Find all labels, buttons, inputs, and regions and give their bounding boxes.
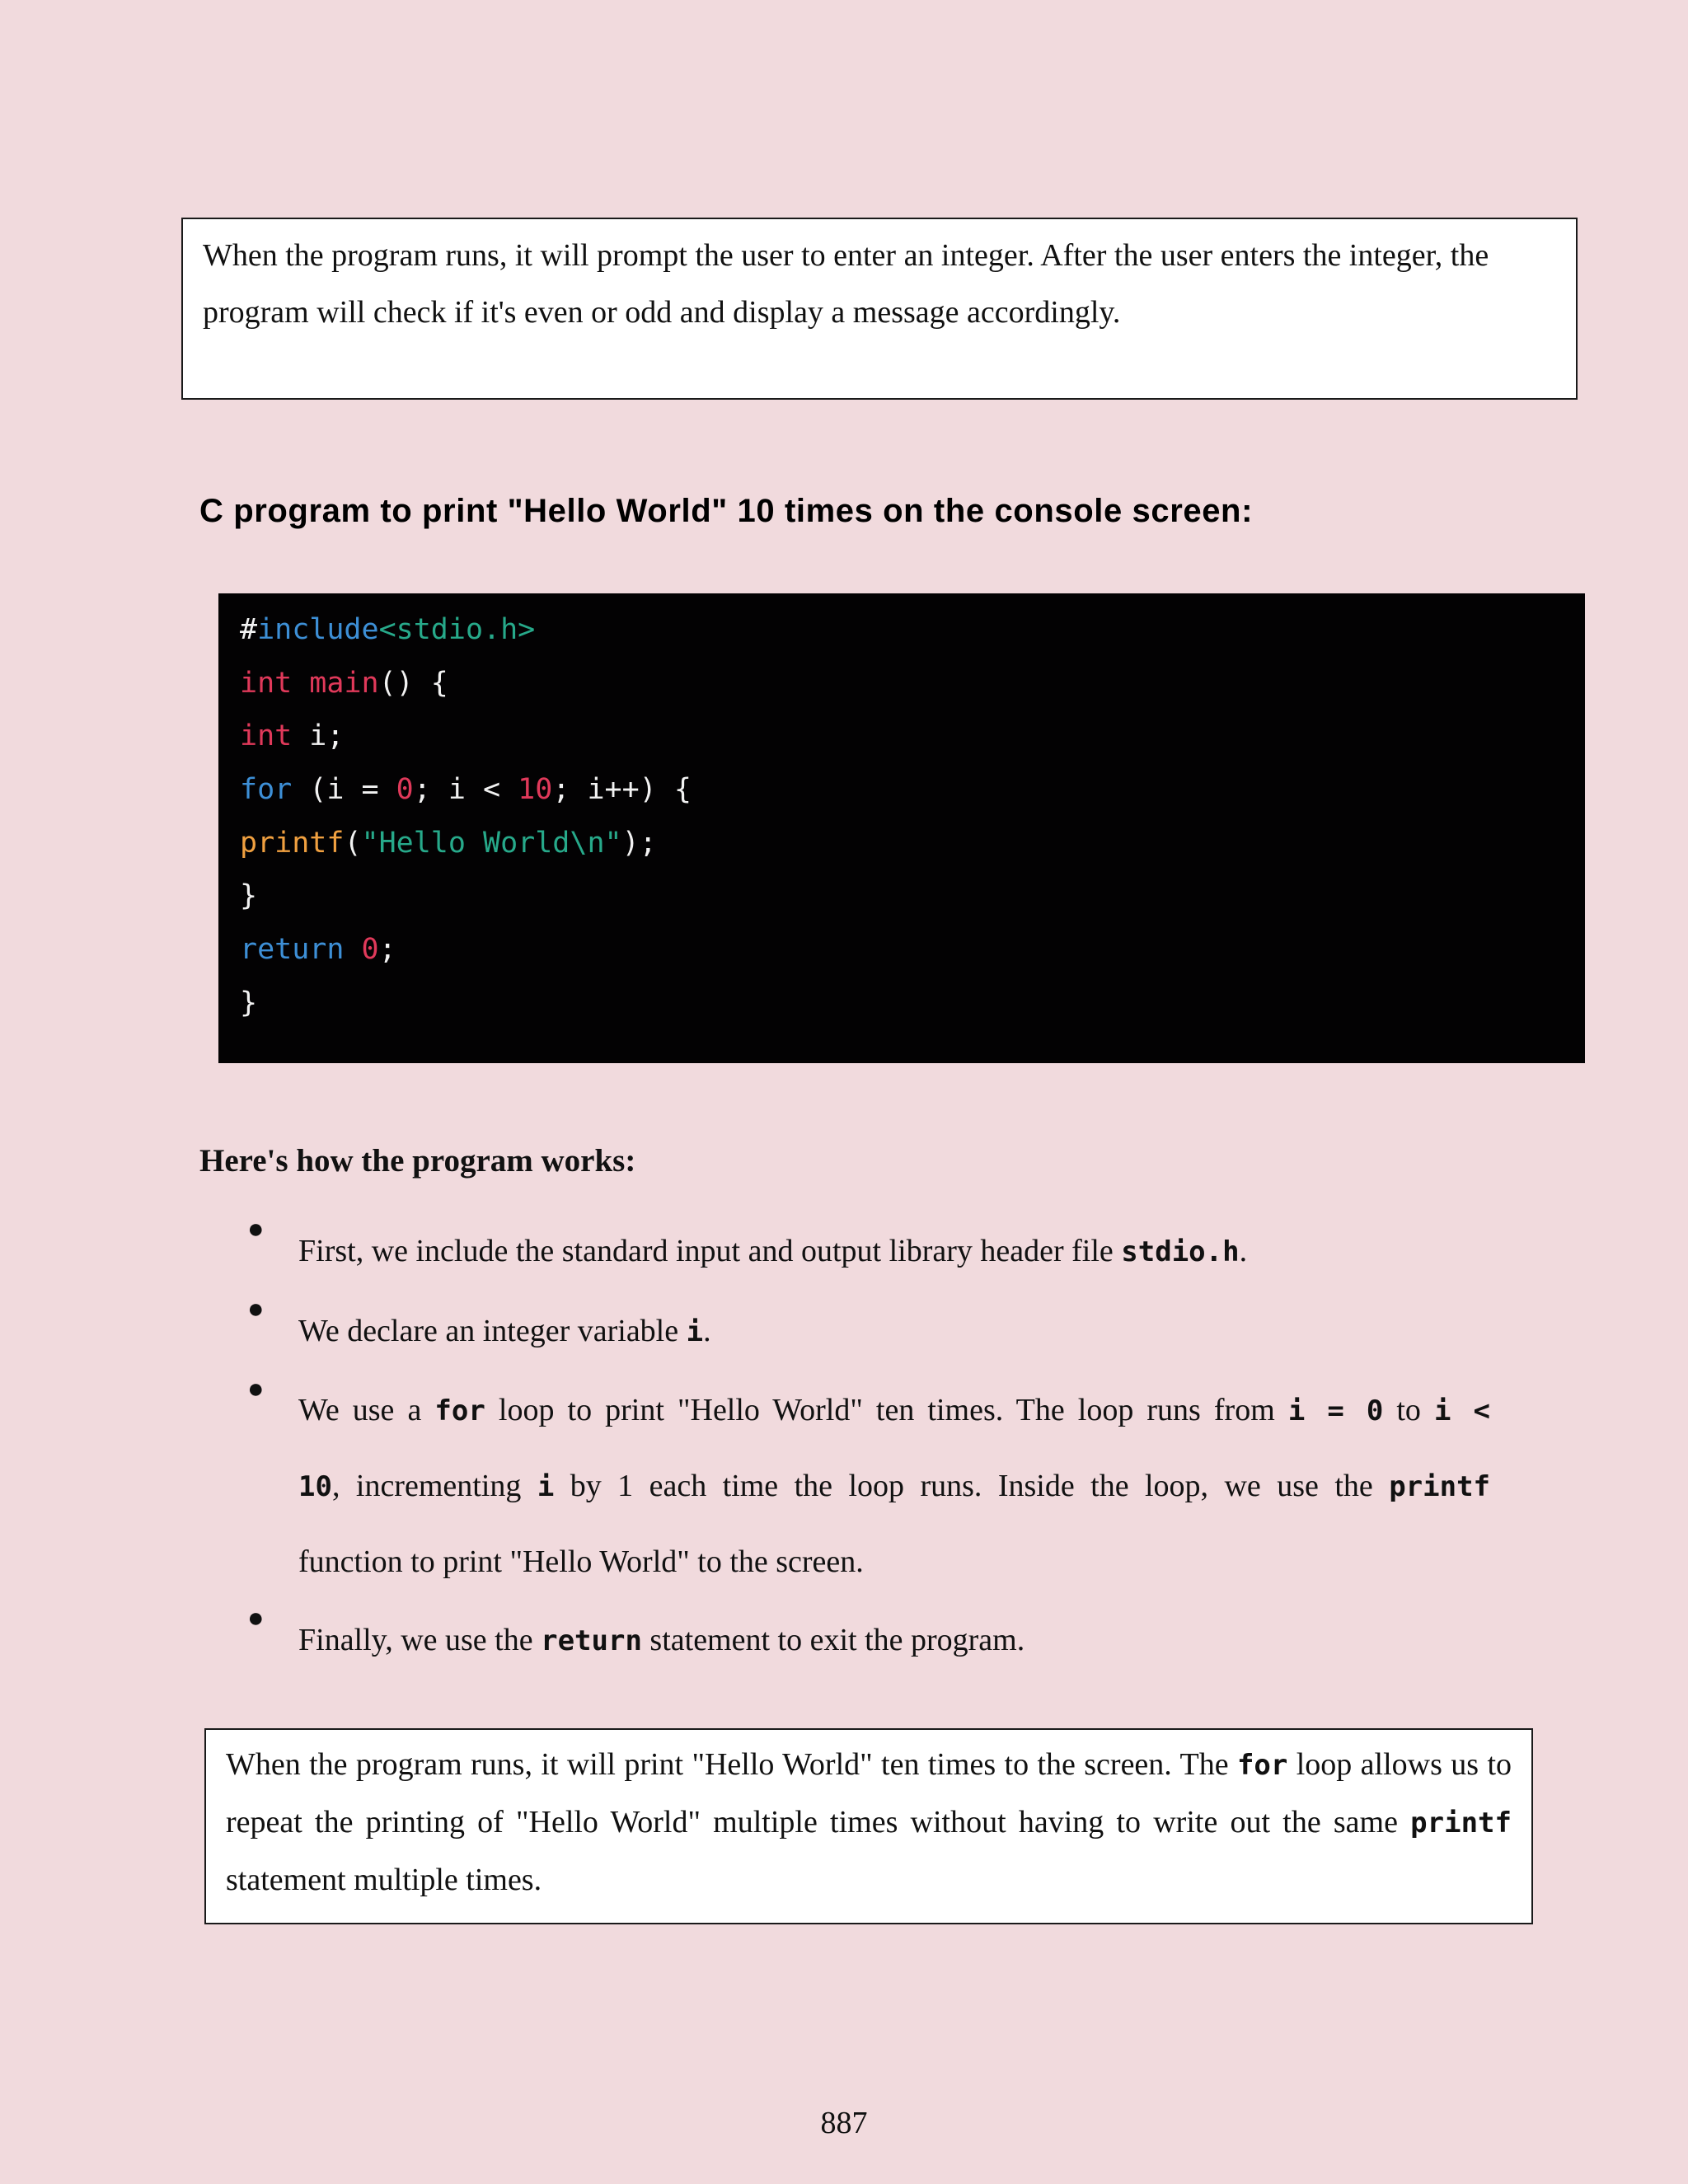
list-text: . [1239, 1234, 1248, 1268]
list-text: . [703, 1314, 711, 1348]
list-item-1 [298, 1213, 1490, 1290]
inline-code: i [537, 1470, 555, 1503]
code-token [344, 933, 361, 966]
intro-paragraph: When the program runs, it will prompt the user to enter an integer. After the user enters the integer, the program will check if it's even or odd and display a message accordingly. [203, 238, 1489, 330]
code-token: "Hello World\n" [361, 826, 622, 860]
code-line-2 [240, 657, 1564, 710]
code-token: printf [240, 826, 345, 860]
outro-paragraph [226, 1736, 1512, 1909]
code-token: int [240, 666, 293, 700]
page-number: 887 [820, 2106, 868, 2140]
section-heading: C program to print "Hello World" 10 times on the console screen: [199, 493, 1254, 529]
code-block [218, 593, 1585, 1063]
inline-code: printf [1389, 1470, 1491, 1503]
code-line-3 [240, 710, 1564, 763]
code-line-7 [240, 923, 1564, 977]
inline-code: for [434, 1394, 485, 1427]
code-token: 10 [518, 773, 553, 807]
box-text: loop allows us to repeat the printing of "Hello World" multiple times without having to write out the same [226, 1747, 1512, 1840]
bullet-dot: ● [247, 1603, 265, 1633]
list-text: First, we include the standard input and output library header file [298, 1234, 1122, 1268]
inline-code: printf [1410, 1807, 1512, 1840]
box-text: statement multiple times. [226, 1863, 542, 1897]
code-line-5 [240, 817, 1564, 870]
code-line-4 [240, 763, 1564, 817]
list-text: We use a [298, 1393, 435, 1427]
code-token: # [240, 613, 258, 646]
bullet-dot: ● [247, 1374, 265, 1404]
list-item-3-line-3: function to print "Hello World" to the screen. [298, 1544, 864, 1579]
list-item-3-line-1 [298, 1372, 1490, 1449]
list-text: statement to exit the program. [641, 1623, 1025, 1657]
code-token: ); [621, 826, 657, 860]
list-item-4 [298, 1602, 1490, 1679]
list-item-2 [298, 1293, 1490, 1370]
box-text: When the program runs, it will print "Hello World" ten times to the screen. The [226, 1747, 1237, 1782]
code-token: <stdio.h> [378, 613, 536, 646]
code-token: ; [378, 933, 396, 967]
how-it-works-heading: Here's how the program works: [199, 1143, 636, 1179]
code-token: ; i++) { [552, 773, 692, 807]
inline-code: return [541, 1624, 642, 1657]
bullet-dot: ● [247, 1214, 265, 1244]
code-line-6 [240, 869, 1564, 923]
code-token: main [309, 666, 379, 700]
inline-code: for [1236, 1749, 1288, 1782]
code-token: ; i < [413, 773, 518, 807]
code-token: ( [344, 826, 362, 860]
list-text: by 1 each time the loop runs. Inside the loop, we use the [554, 1469, 1390, 1503]
code-token: return [240, 933, 345, 967]
inline-code: i = 0 [1287, 1394, 1384, 1427]
list-text: Finally, we use the [298, 1623, 542, 1657]
code-line-1 [240, 603, 1564, 657]
code-token: include [257, 613, 379, 646]
list-item-3-line-2 [298, 1448, 1490, 1525]
list-text: loop to print "Hello World" ten times. The loop runs from [485, 1393, 1288, 1427]
code-token: int [240, 719, 293, 753]
code-token: () { [378, 666, 448, 700]
intro-text-box [181, 218, 1578, 400]
code-token: i; [292, 719, 345, 753]
code-token: 0 [396, 773, 414, 807]
list-text: We declare an integer variable [298, 1314, 687, 1348]
inline-code: 10 [298, 1470, 332, 1503]
inline-code: i < [1434, 1394, 1490, 1427]
code-token: } [240, 986, 258, 1019]
inline-code: i [686, 1315, 704, 1348]
list-text: , incrementing [331, 1469, 537, 1503]
code-token: } [240, 879, 258, 913]
code-line-8 [240, 977, 1564, 1030]
code-token: (i = [292, 773, 396, 807]
code-token: for [240, 773, 293, 807]
inline-code: stdio.h [1121, 1235, 1240, 1268]
outro-text-box [204, 1728, 1533, 1924]
bullet-dot: ● [247, 1294, 265, 1324]
code-token: 0 [361, 933, 379, 967]
list-text: to [1383, 1393, 1435, 1427]
